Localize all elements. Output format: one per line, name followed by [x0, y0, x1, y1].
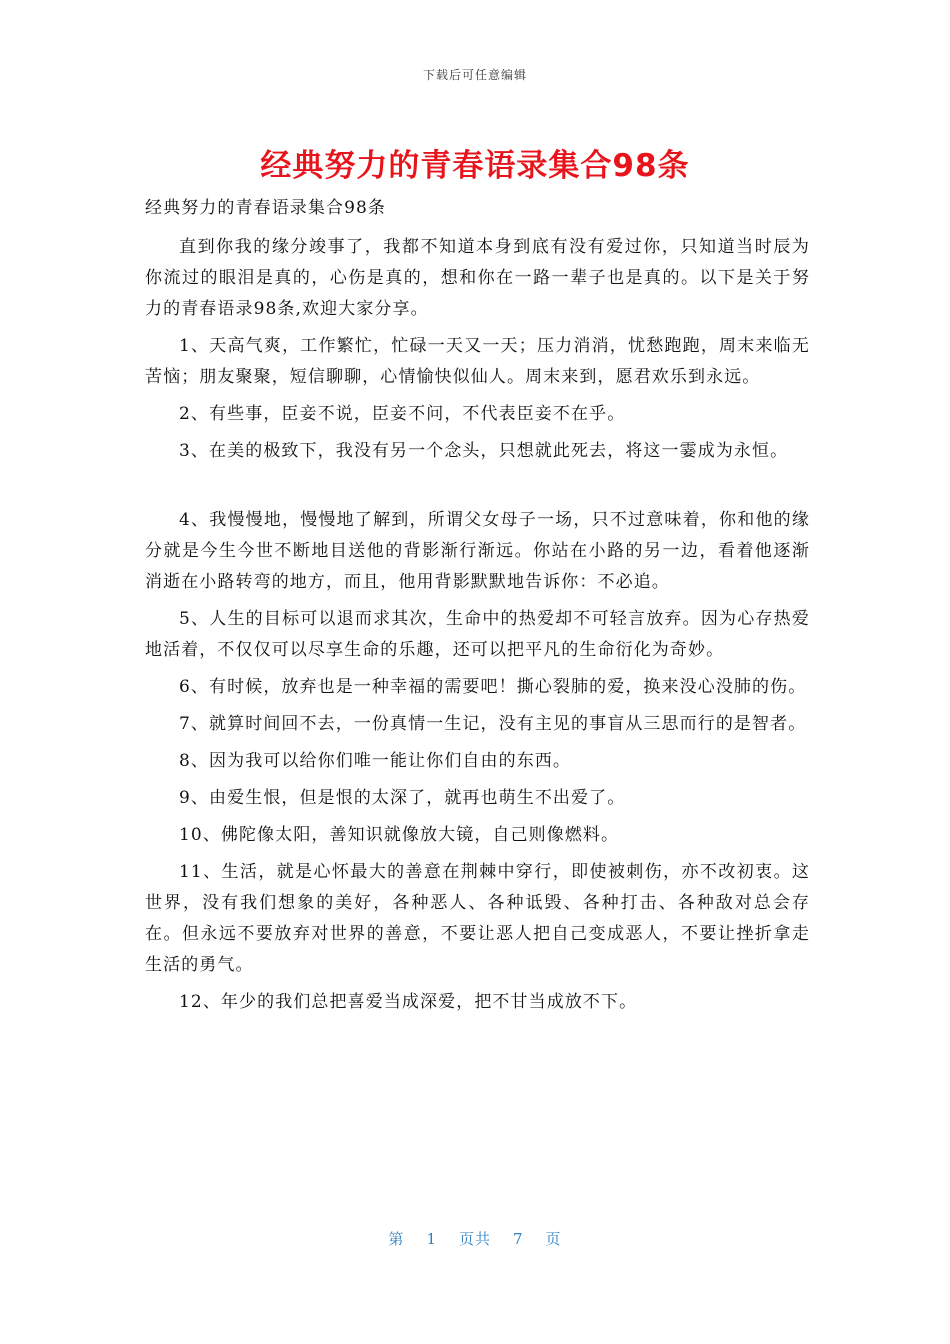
page-current: 1 [426, 1230, 437, 1248]
intro-paragraph: 直到你我的缘分竣事了，我都不知道本身到底有没有爱过你，只知道当时辰为你流过的眼泪是真的，心伤是真的，想和你在一路一辈子也是真的。以下是关于努力的青春语录98条,欢迎大家分享。 [145, 237, 810, 319]
page-middle-label: 页共 [458, 1230, 491, 1248]
quote-paragraph-8: 8、因为我可以给你们唯一能让你们自由的东西。 [179, 751, 572, 771]
quote-paragraph-1: 1、天高气爽，工作繁忙，忙碌一天又一天；压力消消，忧愁跑跑，周末来临无苦恼；朋友聚聚，短信聊聊，心情愉快似仙人。周末来到，愿君欢乐到永远。 [145, 336, 810, 387]
page-header-note: 下载后可任意编辑 [422, 68, 527, 82]
page-total: 7 [513, 1230, 524, 1248]
quote-paragraph-10: 10、佛陀像太阳，善知识就像放大镜，自己则像燃料。 [179, 825, 620, 845]
document-title: 经典努力的青春语录集合98条 [260, 148, 690, 184]
quote-paragraph-5: 5、人生的目标可以退而求其次，生命中的热爱却不可轻言放弃。因为心存热爱地活着，不仅仅可以尽享生命的乐趣，还可以把平凡的生命衍化为奇妙。 [145, 609, 810, 660]
quote-paragraph-7: 7、就算时间回不去，一份真情一生记，没有主见的事盲从三思而行的是智者。 [179, 714, 807, 734]
quote-paragraph-6: 6、有时候，放弃也是一种幸福的需要吧！撕心裂肺的爱，换来没心没肺的伤。 [179, 677, 807, 697]
page-number-footer [0, 1228, 950, 1249]
document-subtitle: 经典努力的青春语录集合98条 [145, 198, 387, 218]
quote-paragraph-11: 11、生活，就是心怀最大的善意在荆棘中穿行，即使被刺伤，亦不改初衷。这世界，没有我们想象的美好，各种恶人、各种诋毁、各种打击、各种敌对总会存在。但永远不要放弃对世界的善意，不要让恶人把自己变成恶人，不要让挫折拿走生活的勇气。 [145, 862, 810, 975]
quote-paragraph-12: 12、年少的我们总把喜爱当成深爱，把不甘当成放不下。 [179, 992, 638, 1012]
quote-paragraph-3: 3、在美的极致下，我没有另一个念头，只想就此死去，将这一霎成为永恒。 [179, 441, 789, 461]
quote-paragraph-2: 2、有些事，臣妾不说，臣妾不问，不代表臣妾不在乎。 [179, 404, 626, 424]
quote-paragraph-4: 4、我慢慢地，慢慢地了解到，所谓父女母子一场，只不过意味着，你和他的缘分就是今生今世不断地目送他的背影渐行渐远。你站在小路的另一边，看着他逐渐消逝在小路转弯的地方，而且，他用背影默默地告诉你：不必追。 [145, 510, 810, 592]
page-suffix: 页 [545, 1230, 562, 1248]
document-body [145, 193, 810, 1024]
quote-paragraph-9: 9、由爱生恨，但是恨的太深了，就再也萌生不出爱了。 [179, 788, 626, 808]
page-label: 第 [388, 1230, 405, 1248]
